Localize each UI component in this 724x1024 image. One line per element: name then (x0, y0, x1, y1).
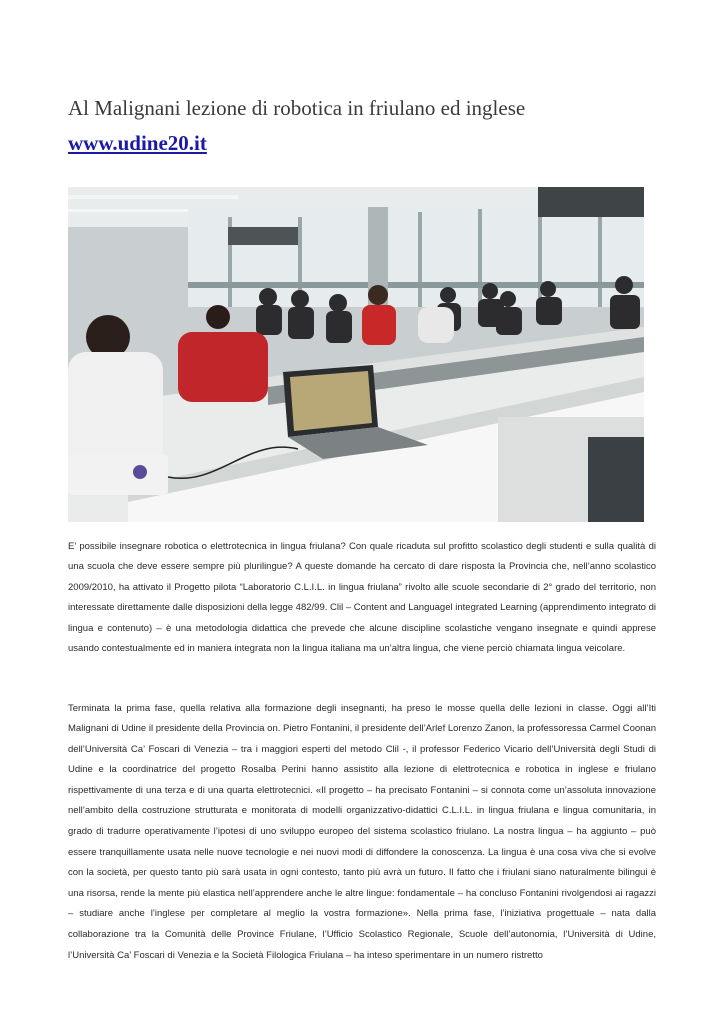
classroom-photo (68, 187, 644, 522)
article-title: Al Malignani lezione di robotica in friulano ed inglese (68, 96, 526, 120)
paragraph-1: E’ possibile insegnare robotica o elettrotecnica in lingua friulana? Con quale ricaduta sul profitto scolastico degli studenti e sulla qualità di una scuola che deve essere sempre più plurilingue? A queste domande ha cercato di dare risposta la Provincia che, nell’anno scolastico 2009/2010, ha attivato il Progetto pilota “Laboratorio C.L.I.L. in lingua friulana” rivolto alle scuole secondarie di 2° grado del territorio, non interessate direttamente dalle disposizioni della legge 482/99. Clil – Content and Languagel integrated Learning (apprendimento integrato di lingua e contenuto) – è una metodologia didattica che prevede che alcune discipline scolastiche vengano insegnate e quindi apprese usando contestualmente ed in maniera integrata non la lingua italiana ma un’altra lingua, che viene perciò chiamata lingua veicolare. (68, 540, 656, 655)
paragraph-2: Terminata la prima fase, quella relativa alla formazione degli insegnanti, ha preso le mosse quella delle lezioni in classe. Oggi all’Iti Malignani di Udine il presidente della Provincia on. Pietro Fontanini, il presidente dell’Arlef Lorenzo Zanon, la professoressa Carmel Coonan dell’Università Ca’ Foscari di Venezia – tra i maggiori esperti del metodo Clil -, il professor Federico Vicario dell’Università degli Studi di Udine e la coordinatrice del progetto Rosalba Perini hanno assistito alla lezione di elettrotecnica e robotica in inglese e friulano rispettivamente di una terza e di una quarta elettrotecnici. «Il progetto – ha precisato Fontanini – si connota come un’assoluta innovazione nell’ambito della costruzione strutturata e monitorata di modelli organizzativo-didattici C.L.I.L. in lingua friulana e lingua comunitaria, in grado di tradurre operativamente l’ipotesi di uno sviluppo europeo del sistema scolastico friulano. La nostra lingua – ha aggiunto – può essere tranquillamente usata nelle nuove tecnologie e nei nuovi modi di diffondere la conoscenza. La lingua è una cosa viva che si evolve con la società, per questo tanto più sarà usata in ogni contesto, tanto più avrà un futuro. Il fatto che i friulani siano naturalmente bilingui è una risorsa, rende la mente più elastica nell’apprendere anche le altre lingue: fondamentale – ha concluso Fontanini rivolgendosi ai ragazzi – studiare anche l’inglese per completare al meglio la vostra formazione». Nella prima fase, l’iniziativa progettuale – nata dalla collaborazione tra la Comunità delle Province Friulane, l’Ufficio Scolastico Regionale, Scuole dell’autonomia, l’Università di Udine, l’Università Ca’ Foscari di Venezia e la Società Filologica Friulana – ha inteso sperimentare in un numero ristretto (68, 702, 656, 961)
classroom-photo-icon (68, 187, 644, 522)
source-link[interactable]: www.udine20.it (68, 131, 207, 155)
